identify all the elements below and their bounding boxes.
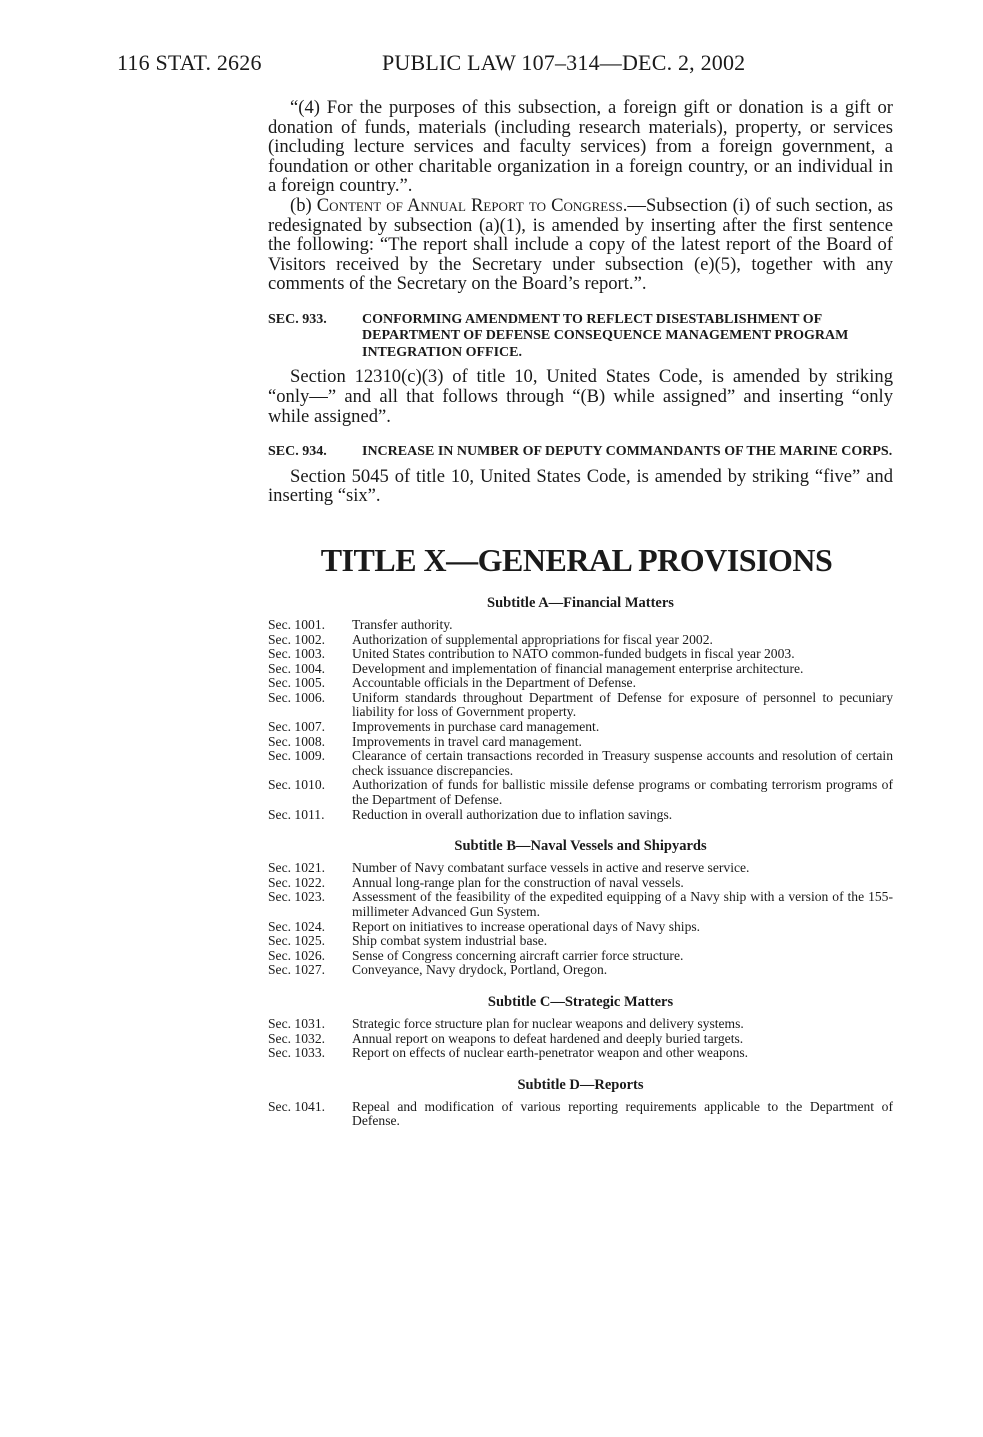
toc-section-number: Sec. 1001. [268,616,326,632]
toc-entry [268,876,893,891]
toc-entry [268,949,893,964]
toc-section-title: Accountable officials in the Department of Defense. [352,675,636,691]
toc-section-number: Sec. 1006. [268,689,326,705]
section-text-933: Section 12310(c)(3) of title 10, United States Code, is amended by striking “only—” and all that follows through “(B) while assigned” and inserting “only while assigned”. [268,366,893,427]
toc-entry [268,1046,893,1061]
section-heading-933 [268,312,893,362]
toc-entry [268,890,893,919]
toc-entry [268,861,893,876]
toc-section-number: Sec. 1005. [268,675,326,691]
toc-list [268,1100,893,1129]
toc-entry [268,778,893,807]
toc-section-title: Assessment of the feasibility of the expedited equipping of a Navy ship with a version of the 155-millimeter Advanced Gun System. [352,889,893,919]
toc-section-title: Improvements in purchase card management. [352,719,600,735]
toc-section-title: Strategic force structure plan for nuclear weapons and delivery systems. [352,1015,744,1031]
toc-section-number: Sec. 1007. [268,719,326,735]
toc-section-number: Sec. 1041. [268,1098,326,1114]
toc-section-number: Sec. 1004. [268,660,326,676]
section-title: INCREASE IN NUMBER OF DEPUTY COMMANDANTS OF THE MARINE CORPS. [362,444,893,460]
toc-entry [268,1100,893,1129]
toc-section-title: Repeal and modification of various reporting requirements applicable to the Department of Defense. [352,1098,893,1129]
toc-entry [268,920,893,935]
toc-section-title: Sense of Congress concerning aircraft carrier force structure. [352,947,684,963]
toc-section-number: Sec. 1033. [268,1045,326,1061]
section-text-934: Section 5045 of title 10, United States Code, is amended by striking “five” and inserting “six”. [268,465,893,507]
toc-section-number: Sec. 1026. [268,947,326,963]
toc-section-title: Improvements in travel card management. [352,733,582,749]
subtitle-heading: Subtitle B—Naval Vessels and Shipyards [454,838,707,855]
toc-section-number: Sec. 1010. [268,777,326,793]
toc-section-title: Clearance of certain transactions recorded in Treasury suspense accounts and resolution of certain check issuance discrepancies. [352,748,893,778]
toc-entry [268,934,893,949]
toc-section-number: Sec. 1003. [268,646,326,662]
toc-entry [268,1032,893,1047]
page-body [268,98,893,1129]
toc-section-title: Transfer authority. [352,616,453,632]
toc-section-number: Sec. 1024. [268,918,326,934]
paragraph-foreign-gift: “(4) For the purposes of this subsection, a foreign gift or donation is a gift or donation of funds, materials (including research materials), property, or services (including lecture services and faculty services) from a foreign government, a foundation or other charitable organization in a foreign country, or an individual in a foreign country.”. [268,97,893,197]
toc-section-number: Sec. 1002. [268,631,326,647]
toc-list [268,618,893,822]
toc-entry [268,662,893,677]
toc-list [268,1017,893,1061]
page-number: 116 STAT. 2626 [117,50,262,75]
toc-entry [268,808,893,823]
toc-section-title: Number of Navy combatant surface vessels in active and reserve service. [352,860,750,876]
subtitle-heading: Subtitle C—Strategic Matters [487,993,674,1010]
toc-entry [268,963,893,978]
toc-section-title: Reduction in overall authorization due to inflation savings. [352,806,673,822]
toc-section-title: Authorization of funds for ballistic missile defense programs or combating terrorism programs of the Department of Defense. [352,777,893,808]
toc-entry [268,618,893,633]
toc-section-number: Sec. 1025. [268,933,326,949]
toc-entry [268,633,893,648]
toc-section-title: Report on initiatives to increase operational days of Navy ships. [352,918,701,934]
toc-section-title: United States contribution to NATO common-funded budgets in fiscal year 2003. [352,646,795,662]
toc-entry [268,720,893,735]
toc-list [268,861,893,978]
toc-section-title: Report on effects of nuclear earth-penetrator weapon and other weapons. [352,1045,749,1061]
toc-section-title: Annual report on weapons to defeat hardened and deeply buried targets. [352,1030,744,1046]
toc-section-number: Sec. 1021. [268,860,326,876]
running-header [117,50,746,76]
toc-section-number: Sec. 1011. [268,806,325,822]
toc-section-number: Sec. 1023. [268,889,326,905]
toc-entry [268,1017,893,1032]
toc-section-number: Sec. 1008. [268,733,326,749]
toc-section-title: Annual long-range plan for the construction of naval vessels. [352,874,684,890]
toc-section-title: Ship combat system industrial base. [352,933,548,949]
section-title: CONFORMING AMENDMENT TO REFLECT DISESTABLISHMENT OF DEPARTMENT OF DEFENSE CONSEQUENCE MANAGEMENT PROGRAM INTEGRATION OFFICE. [362,311,849,360]
toc-section-number: Sec. 1009. [268,748,326,764]
section-number: SEC. 934. [268,444,327,460]
toc-section-title: Authorization of supplemental appropriations for fiscal year 2002. [352,631,713,647]
toc-entry [268,676,893,691]
paragraph-annual-report [268,196,893,294]
section-heading-934 [268,444,893,461]
toc-entry [268,691,893,720]
law-citation: PUBLIC LAW 107–314—DEC. 2, 2002 [382,50,746,75]
subsection-heading: Content of Annual Report to Congress. [316,194,628,216]
toc-section-number: Sec. 1027. [268,962,326,978]
title-heading: TITLE X—GENERAL PROVISIONS [320,541,833,578]
toc-section-number: Sec. 1022. [268,874,326,890]
subtitle-heading: Subtitle A—Financial Matters [487,594,674,611]
toc-section-title: Development and implementation of financial management enterprise architecture. [352,660,804,676]
toc-entry [268,647,893,662]
toc-section-number: Sec. 1032. [268,1030,326,1046]
toc-entry [268,735,893,750]
toc-section-title: Conveyance, Navy drydock, Portland, Oregon. [352,962,608,978]
toc-entry [268,749,893,778]
subtitle-heading: Subtitle D—Reports [517,1076,644,1093]
subsection-text: —Subsection (i) of such section, as redesignated by subsection (a)(1), is amended by inserting after the first sentence the following: “The report shall include a copy of the latest report of the Board of Visitors received by the Secretary under subsection (e)(5), together with any comments of the Secretary on the Board’s report.”. [268,194,893,295]
toc-section-title: Uniform standards throughout Department of Defense for exposure of personnel to pecuniary liability for loss of Government property. [352,689,893,720]
subsection-label: (b) [290,194,317,216]
toc-section-number: Sec. 1031. [268,1015,326,1031]
table-of-contents [268,595,893,1129]
section-number: SEC. 933. [268,311,327,327]
